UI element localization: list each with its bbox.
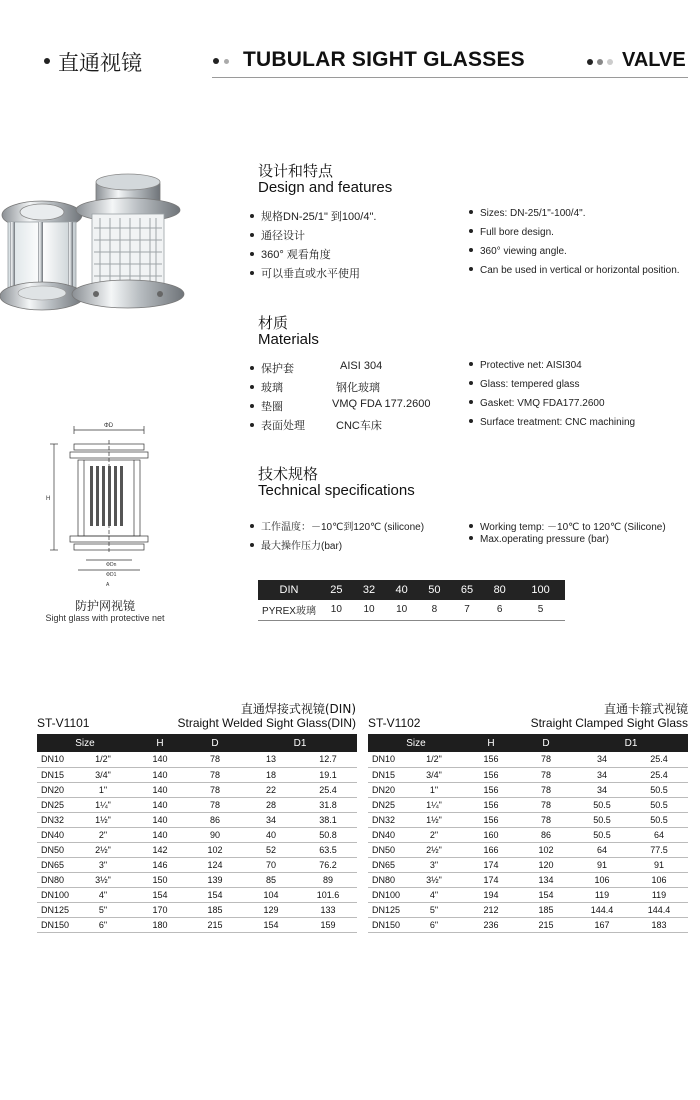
table-cell: 3½" xyxy=(73,872,133,887)
table-cell: DN150 xyxy=(368,917,404,932)
table-cell: 154 xyxy=(187,887,243,902)
table-cell: 25.4 xyxy=(299,782,357,797)
header-title-en: TUBULAR SIGHT GLASSES xyxy=(243,48,525,71)
design-item-en: Sizes: DN-25/1"-100/4". xyxy=(469,208,585,219)
materials-item-cn: 保护套 AISI 304 xyxy=(250,360,294,376)
table-cell: 144.4 xyxy=(630,902,688,917)
table-row xyxy=(368,842,688,857)
table-cell: 154 xyxy=(133,887,187,902)
table-cell: 144.4 xyxy=(574,902,630,917)
table-cell: DN100 xyxy=(37,887,73,902)
table-row xyxy=(368,902,688,917)
table-cell: DN32 xyxy=(368,812,404,827)
table-cell: 5" xyxy=(404,902,464,917)
table-cell: 64 xyxy=(574,842,630,857)
table-cell: 13 xyxy=(243,752,299,767)
table-header-row: Size H D D1 xyxy=(368,734,688,752)
table-cell: 2" xyxy=(404,827,464,842)
table-cell: 1" xyxy=(73,782,133,797)
table-cell: 183 xyxy=(630,917,688,932)
table-cell: 156 xyxy=(464,752,518,767)
table-cell: 6" xyxy=(73,917,133,932)
table-cell: DN10 xyxy=(368,752,404,767)
materials-item-en: Glass: tempered glass xyxy=(469,379,580,390)
table-row xyxy=(368,872,688,887)
left-table-code: ST-V1101 xyxy=(37,716,90,730)
table-cell: 3" xyxy=(404,857,464,872)
table-cell: 50.5 xyxy=(630,797,688,812)
table-cell: 25.4 xyxy=(630,767,688,782)
table-row xyxy=(37,767,357,782)
table-cell: 133 xyxy=(299,902,357,917)
table-cell: 25.4 xyxy=(630,752,688,767)
table-cell: 34 xyxy=(574,752,630,767)
table-cell: DN40 xyxy=(368,827,404,842)
table-cell: DN15 xyxy=(37,767,73,782)
table-cell: 174 xyxy=(464,872,518,887)
table-cell: 6" xyxy=(404,917,464,932)
technical-heading-cn: 技术规格 xyxy=(258,465,319,483)
table-row xyxy=(37,902,357,917)
table-row xyxy=(37,887,357,902)
table-cell: 78 xyxy=(187,752,243,767)
table-cell: 50.5 xyxy=(574,827,630,842)
table-row: DIN 25 32 40 50 65 80 100 xyxy=(258,580,565,600)
table-cell: 106 xyxy=(574,872,630,887)
table-cell: 120 xyxy=(518,857,574,872)
product-photo xyxy=(0,170,190,350)
table-cell: 140 xyxy=(133,827,187,842)
table-cell: 78 xyxy=(518,767,574,782)
table-cell: 156 xyxy=(464,797,518,812)
header-title-cn: 直通视镜 xyxy=(58,51,142,75)
table-cell: 1¼" xyxy=(73,797,133,812)
table-cell: DN80 xyxy=(368,872,404,887)
right-table-title-cn: 直通卡箍式视镜 xyxy=(603,702,688,716)
materials-heading-en: Materials xyxy=(258,331,319,348)
dim-a-label: A xyxy=(106,582,110,588)
table-cell: 78 xyxy=(518,782,574,797)
table-cell: 40 xyxy=(243,827,299,842)
table-cell: 38.1 xyxy=(299,812,357,827)
table-cell: 31.8 xyxy=(299,797,357,812)
table-row xyxy=(37,842,357,857)
table-cell: 236 xyxy=(464,917,518,932)
table-row xyxy=(37,812,357,827)
figure-caption-en: Sight glass with protective net xyxy=(45,613,165,623)
table-row xyxy=(37,827,357,842)
table-cell: 5" xyxy=(73,902,133,917)
table-cell: 3/4" xyxy=(404,767,464,782)
bullet-dot-icon xyxy=(224,59,229,64)
dim-dn-label: ΦDn xyxy=(106,562,117,568)
table-cell: DN50 xyxy=(368,842,404,857)
table-cell: 215 xyxy=(518,917,574,932)
table-cell: 3" xyxy=(73,857,133,872)
materials-item-en: Surface treatment: CNC machining xyxy=(469,417,635,428)
welded-spec-table xyxy=(37,734,357,933)
table-cell: 1¼" xyxy=(404,797,464,812)
table-cell: 140 xyxy=(133,782,187,797)
left-table-title-en: Straight Welded Sight Glass(DIN) xyxy=(177,716,356,730)
dim-d-label: ΦD xyxy=(104,423,114,429)
table-cell: 102 xyxy=(518,842,574,857)
table-cell: 1½" xyxy=(73,812,133,827)
table-cell: 180 xyxy=(133,917,187,932)
technical-heading-en: Technical specifications xyxy=(258,482,415,499)
table-cell: 78 xyxy=(187,767,243,782)
table-cell: 22 xyxy=(243,782,299,797)
technical-item-en: Working temp: －10℃ to 120℃ (Silicone) xyxy=(469,518,666,533)
materials-item-en: Gasket: VMQ FDA177.2600 xyxy=(469,398,605,409)
bullet-dot-icon xyxy=(607,59,613,65)
table-cell: DN25 xyxy=(368,797,404,812)
table-cell: 104 xyxy=(243,887,299,902)
table-cell: DN25 xyxy=(37,797,73,812)
table-cell: 78 xyxy=(518,752,574,767)
table-cell: 34 xyxy=(574,782,630,797)
design-item-cn: 360° 观看角度 xyxy=(250,246,331,262)
table-row xyxy=(37,797,357,812)
table-cell: 4" xyxy=(404,887,464,902)
bullet-dot-icon xyxy=(213,58,219,64)
design-item-cn: 通径设计 xyxy=(250,227,305,243)
dim-h-label: H xyxy=(46,496,51,502)
table-row xyxy=(368,812,688,827)
table-cell: 3½" xyxy=(404,872,464,887)
design-item-en: Full bore design. xyxy=(469,227,554,238)
table-cell: 140 xyxy=(133,752,187,767)
table-cell: 50.8 xyxy=(299,827,357,842)
materials-item-en: Protective net: AISI304 xyxy=(469,360,582,371)
table-cell: 19.1 xyxy=(299,767,357,782)
table-header-row: Size H D D1 xyxy=(37,734,357,752)
table-cell: DN50 xyxy=(37,842,73,857)
technical-item-cn: 最大操作压力(bar) xyxy=(250,537,342,552)
table-cell: 194 xyxy=(464,887,518,902)
design-item-cn: 规格DN-25/1" 到100/4". xyxy=(250,208,376,224)
table-row xyxy=(37,872,357,887)
table-cell: DN125 xyxy=(368,902,404,917)
design-item-cn: 可以垂直或水平使用 xyxy=(250,265,360,281)
table-cell: 50.5 xyxy=(574,812,630,827)
right-table-title-en: Straight Clamped Sight Glass xyxy=(530,716,688,730)
table-cell: DN10 xyxy=(37,752,73,767)
table-cell: 64 xyxy=(630,827,688,842)
table-cell: 119 xyxy=(574,887,630,902)
table-cell: 91 xyxy=(574,857,630,872)
table-cell: 215 xyxy=(187,917,243,932)
table-cell: 119 xyxy=(630,887,688,902)
header-divider xyxy=(212,77,688,78)
table-cell: 52 xyxy=(243,842,299,857)
table-cell: DN80 xyxy=(37,872,73,887)
bullet-dot-icon xyxy=(587,59,593,65)
table-row xyxy=(37,782,357,797)
table-cell: 85 xyxy=(243,872,299,887)
table-cell: 185 xyxy=(187,902,243,917)
table-row xyxy=(368,752,688,767)
table-cell: 102 xyxy=(187,842,243,857)
table-cell: DN125 xyxy=(37,902,73,917)
table-cell: 3/4" xyxy=(73,767,133,782)
table-cell: 140 xyxy=(133,812,187,827)
table-cell: 77.5 xyxy=(630,842,688,857)
technical-drawing xyxy=(44,420,174,590)
table-row xyxy=(368,857,688,872)
table-cell: 166 xyxy=(464,842,518,857)
table-cell: 170 xyxy=(133,902,187,917)
table-cell: 86 xyxy=(187,812,243,827)
table-row: PYREX玻璃 10 10 10 8 7 6 5 xyxy=(258,600,565,620)
table-cell: 140 xyxy=(133,797,187,812)
pressure-table xyxy=(258,580,565,621)
table-cell: 50.5 xyxy=(630,782,688,797)
table-cell: 91 xyxy=(630,857,688,872)
table-cell: 89 xyxy=(299,872,357,887)
design-item-en: Can be used in vertical or horizontal position. xyxy=(469,265,680,276)
design-item-en: 360° viewing angle. xyxy=(469,246,567,257)
technical-item-cn: 工作温度：－10℃到120℃ (silicone) xyxy=(250,518,424,533)
bullet-dot-icon xyxy=(597,59,603,65)
table-cell: DN100 xyxy=(368,887,404,902)
table-cell: 4" xyxy=(73,887,133,902)
table-cell: 150 xyxy=(133,872,187,887)
table-row xyxy=(37,752,357,767)
table-cell: DN20 xyxy=(368,782,404,797)
design-heading-en: Design and features xyxy=(258,179,393,196)
table-cell: 106 xyxy=(630,872,688,887)
table-cell: 146 xyxy=(133,857,187,872)
table-cell: 1½" xyxy=(404,812,464,827)
design-heading-cn: 设计和特点 xyxy=(258,162,334,180)
table-cell: 159 xyxy=(299,917,357,932)
table-cell: 50.5 xyxy=(574,797,630,812)
table-cell: 50.5 xyxy=(630,812,688,827)
table-cell: DN65 xyxy=(368,857,404,872)
table-row xyxy=(37,917,357,932)
table-cell: 174 xyxy=(464,857,518,872)
table-cell: 212 xyxy=(464,902,518,917)
table-cell: 2" xyxy=(73,827,133,842)
table-cell: 78 xyxy=(518,797,574,812)
table-cell: DN32 xyxy=(37,812,73,827)
table-cell: 124 xyxy=(187,857,243,872)
table-cell: DN15 xyxy=(368,767,404,782)
table-cell: DN20 xyxy=(37,782,73,797)
left-table-title-cn: 直通焊接式视镜(DIN) xyxy=(240,702,356,716)
header-category: VALVE xyxy=(622,49,686,71)
table-cell: 63.5 xyxy=(299,842,357,857)
table-cell: 78 xyxy=(518,812,574,827)
clamped-spec-table xyxy=(368,734,688,933)
table-cell: 28 xyxy=(243,797,299,812)
table-cell: 160 xyxy=(464,827,518,842)
table-cell: 1/2" xyxy=(73,752,133,767)
table-cell: DN40 xyxy=(37,827,73,842)
materials-heading-cn: 材质 xyxy=(258,314,289,332)
table-row xyxy=(368,782,688,797)
table-cell: 1/2" xyxy=(404,752,464,767)
table-cell: 34 xyxy=(243,812,299,827)
table-cell: 90 xyxy=(187,827,243,842)
table-cell: 156 xyxy=(464,782,518,797)
materials-item-cn: 玻璃 钢化玻璃 xyxy=(250,379,283,395)
table-cell: 76.2 xyxy=(299,857,357,872)
bullet-dot-icon xyxy=(44,58,50,64)
table-cell: 185 xyxy=(518,902,574,917)
table-row xyxy=(368,827,688,842)
table-cell: 18 xyxy=(243,767,299,782)
table-cell: 139 xyxy=(187,872,243,887)
technical-item-en: Max.operating pressure (bar) xyxy=(469,534,609,545)
table-cell: 34 xyxy=(574,767,630,782)
table-cell: 78 xyxy=(187,797,243,812)
table-cell: 78 xyxy=(187,782,243,797)
materials-item-cn: 垫圈 VMQ FDA 177.2600 xyxy=(250,398,283,414)
table-cell: 70 xyxy=(243,857,299,872)
table-cell: 1" xyxy=(404,782,464,797)
table-cell: DN65 xyxy=(37,857,73,872)
table-cell: 167 xyxy=(574,917,630,932)
table-cell: 140 xyxy=(133,767,187,782)
table-row xyxy=(368,767,688,782)
table-cell: 2½" xyxy=(404,842,464,857)
dim-d1-label: ΦD1 xyxy=(106,572,117,578)
table-cell: 12.7 xyxy=(299,752,357,767)
table-cell: 86 xyxy=(518,827,574,842)
table-row xyxy=(368,917,688,932)
table-cell: 129 xyxy=(243,902,299,917)
page-header xyxy=(0,0,700,80)
table-cell: 134 xyxy=(518,872,574,887)
table-cell: DN150 xyxy=(37,917,73,932)
table-cell: 154 xyxy=(243,917,299,932)
table-cell: 101.6 xyxy=(299,887,357,902)
table-cell: 156 xyxy=(464,767,518,782)
table-row xyxy=(368,797,688,812)
right-table-code: ST-V1102 xyxy=(368,716,421,730)
table-cell: 142 xyxy=(133,842,187,857)
figure-caption-cn: 防护网视镜 xyxy=(74,599,135,613)
materials-item-cn: 表面处理 CNC车床 xyxy=(250,417,305,433)
table-cell: 154 xyxy=(518,887,574,902)
table-cell: 156 xyxy=(464,812,518,827)
table-row xyxy=(368,887,688,902)
table-row xyxy=(37,857,357,872)
table-cell: 2½" xyxy=(73,842,133,857)
